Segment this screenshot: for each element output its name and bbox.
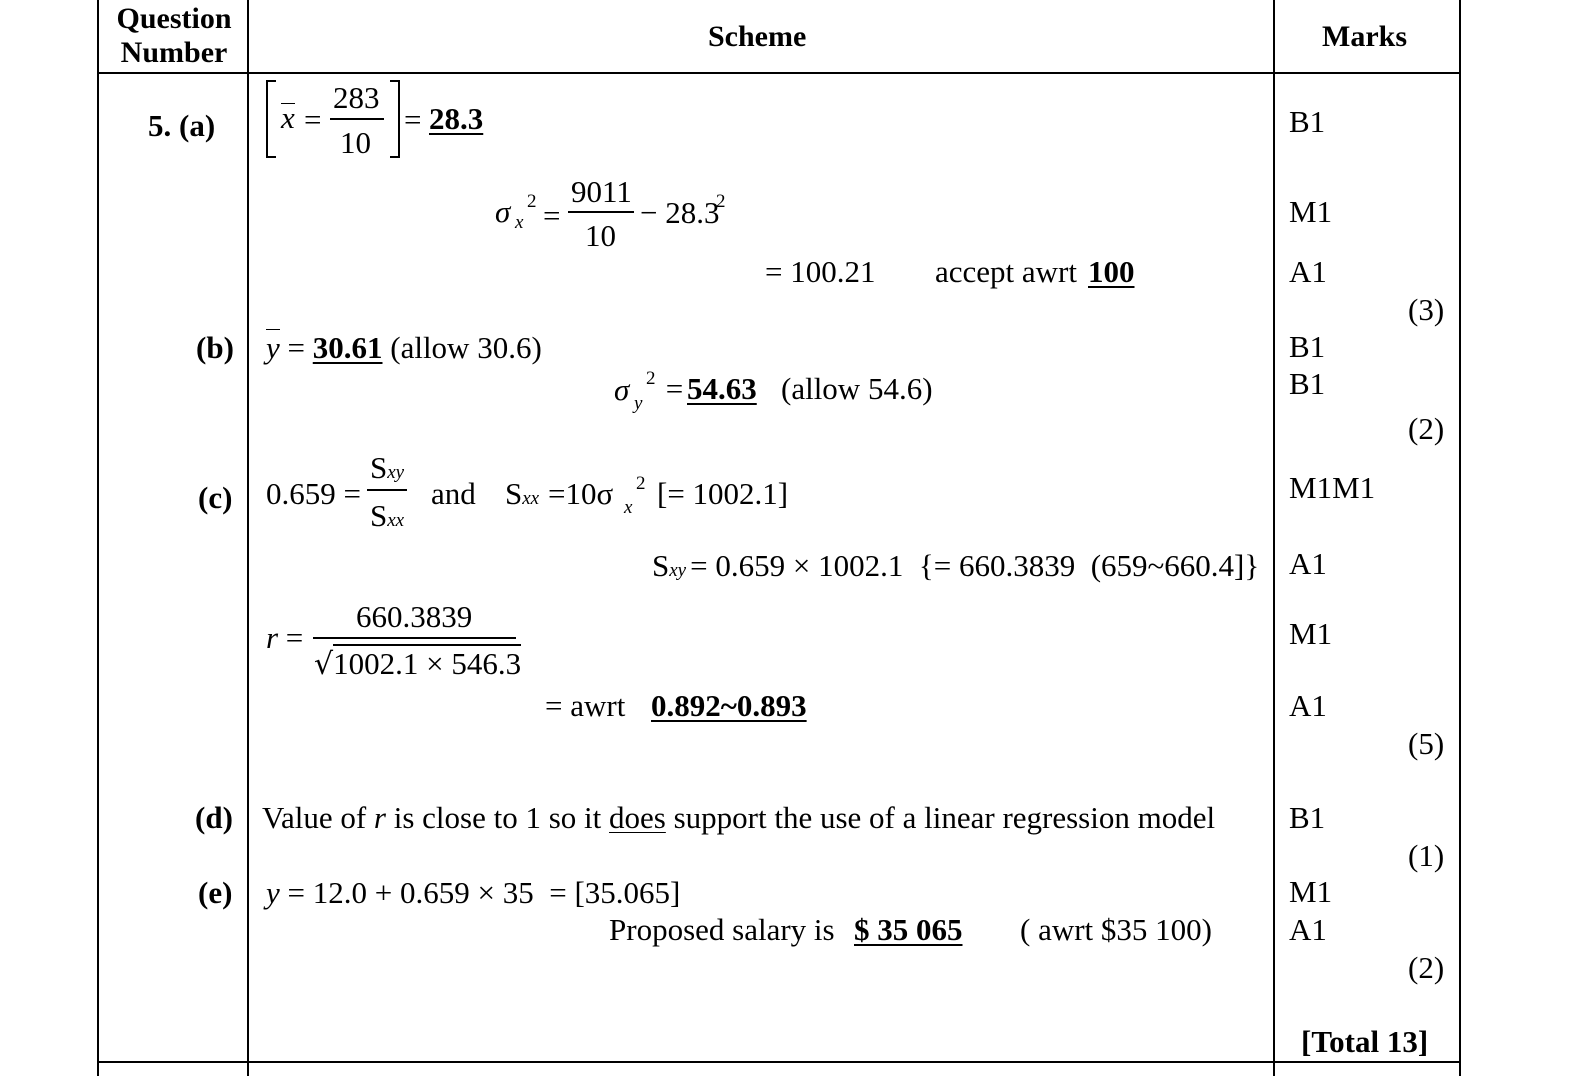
- table-border-left: [97, 0, 99, 1076]
- part-d-label: (d): [195, 800, 233, 835]
- part-a-var-minus: − 28.3: [640, 195, 720, 230]
- column-divider-scheme: [247, 0, 249, 1076]
- mark-b-1: B1: [1289, 329, 1326, 364]
- part-c-frac-bar: [367, 489, 407, 491]
- part-c-r-eq: =: [278, 620, 304, 655]
- part-a-var-frac-bar: [568, 211, 634, 213]
- part-c-sxy-expr: = 0.659 × 1002.1 {= 660.3839 (659~660.4]}: [690, 548, 1260, 583]
- part-c-lhs: 0.659 =: [266, 476, 361, 511]
- part-a-label: 5. (a): [148, 108, 216, 143]
- part-b-var-eq: =: [658, 371, 684, 406]
- mark-e-1: M1: [1289, 874, 1333, 909]
- part-a-sigma: σ: [495, 194, 511, 229]
- mark-c-4: A1: [1289, 688, 1327, 723]
- part-c-r-frac-bar: [313, 637, 516, 639]
- part-a-var-eq: =: [543, 198, 561, 233]
- header-divider: [97, 72, 1461, 74]
- part-b-ybar: y: [266, 330, 280, 365]
- column-divider-marks: [1273, 0, 1275, 1076]
- part-b-sigma: σ: [614, 372, 630, 407]
- part-a-xbar: x: [281, 100, 295, 135]
- part-c-r-value: 0.892~0.893: [651, 688, 807, 723]
- part-b-sigma-sup: 2: [646, 368, 656, 389]
- part-a-accept-text: accept awrt: [935, 254, 1077, 289]
- part-a-mean-result: 28.3: [429, 101, 484, 136]
- subtotal-d: (1): [1408, 838, 1445, 873]
- part-c-r-num: 660.3839: [356, 599, 473, 634]
- mark-c-3: M1: [1289, 616, 1333, 651]
- part-b-label: (b): [196, 330, 234, 365]
- total-marks: [Total 13]: [1301, 1024, 1429, 1059]
- mark-d-1: B1: [1289, 800, 1326, 835]
- mark-a-2: M1: [1289, 194, 1333, 229]
- header-question-number: [112, 2, 236, 70]
- mark-a-3: A1: [1289, 254, 1327, 289]
- part-a-result-eq: =: [404, 102, 422, 137]
- mark-a-1: B1: [1289, 104, 1326, 139]
- header-scheme: Scheme: [708, 20, 807, 53]
- part-e-salary: $ 35 065: [854, 912, 963, 947]
- part-c-r-den: 1002.1 × 546.3: [333, 646, 522, 681]
- part-e-equation: y = 12.0 + 0.659 × 35 = [35.065]: [266, 875, 681, 910]
- part-a-den: 10: [340, 125, 371, 160]
- part-c-sxx-eq: =10σ: [548, 476, 614, 511]
- part-a-frac-bar: [330, 118, 384, 120]
- part-c-sxx-sub: x: [624, 497, 633, 518]
- part-c-sxy-num: Sxy: [370, 450, 405, 485]
- part-a-sigma-sub: x: [515, 212, 524, 233]
- part-a-num: 283: [333, 80, 380, 115]
- part-c-r: r: [266, 620, 279, 655]
- part-b-eq: =: [279, 330, 313, 365]
- part-b-variance: 54.63: [687, 371, 757, 406]
- mark-e-2: A1: [1289, 912, 1327, 947]
- part-c-and: and: [431, 476, 476, 511]
- subtotal-c: (5): [1408, 726, 1445, 761]
- part-a-var-den: 10: [585, 218, 616, 253]
- mark-c-1: M1M1: [1289, 470, 1376, 505]
- part-c-sxx: Sxx: [505, 476, 540, 511]
- part-c-sxx-sup: 2: [636, 473, 646, 494]
- header-question-line1: Question: [116, 2, 232, 35]
- part-c-label: (c): [198, 480, 233, 515]
- part-a-eq1: =: [304, 102, 322, 137]
- table-bottom-border: [97, 1061, 1461, 1063]
- part-e-label: (e): [198, 875, 233, 910]
- part-a-sigma-sup: 2: [527, 191, 537, 212]
- subtotal-b: (2): [1408, 411, 1445, 446]
- part-c-sxx-value: [= 1002.1]: [657, 476, 789, 511]
- part-e-awrt: ( awrt $35 100): [1020, 912, 1212, 947]
- part-d-text: Value of r is close to 1 so it does support the use of a linear regression model: [262, 800, 1216, 835]
- part-a-variance-value: = 100.21: [765, 254, 876, 289]
- part-a-var-num: 9011: [571, 174, 632, 209]
- part-a-accept-value: 100: [1088, 254, 1135, 289]
- header-question-line2: Number: [120, 36, 228, 69]
- subtotal-a: (3): [1408, 292, 1445, 327]
- header-marks: Marks: [1322, 20, 1407, 53]
- part-c-sxx-den: Sxx: [370, 498, 405, 533]
- part-b-mean-line: [266, 332, 542, 363]
- part-a-var-minus-sup: 2: [716, 191, 726, 212]
- part-c-sxy-line: Sxy = 0.659 × 1002.1 {= 660.3839 (659~660.4]}: [652, 548, 1260, 583]
- subtotal-e: (2): [1408, 950, 1445, 985]
- table-border-right: [1459, 0, 1461, 1076]
- part-b-mean: 30.61: [312, 330, 383, 365]
- part-c-sqrt: √1002.1 × 546.3: [314, 646, 522, 682]
- part-b-var-allow: (allow 54.6): [781, 371, 933, 406]
- mark-b-2: B1: [1289, 366, 1326, 401]
- part-c-awrt: = awrt: [545, 688, 626, 723]
- part-b-sigma-sub: y: [634, 393, 643, 414]
- part-b-allow: (allow 30.6): [382, 330, 542, 365]
- part-e-proposed: Proposed salary is: [609, 912, 843, 947]
- mark-c-2: A1: [1289, 546, 1327, 581]
